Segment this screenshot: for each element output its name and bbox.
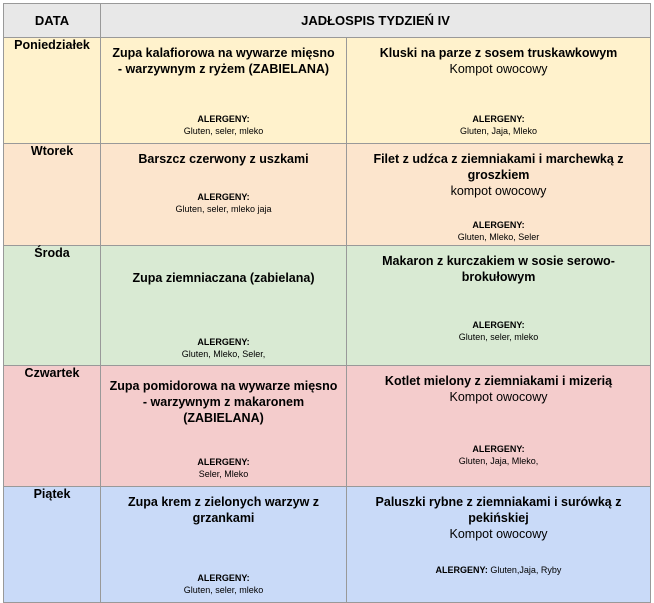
allergen-list: Gluten,Jaja, Ryby (490, 565, 562, 575)
main-course-drink: Kompot owocowy (449, 62, 548, 76)
day-row-friday (4, 487, 651, 603)
soup-cell (101, 144, 347, 246)
day-label: Czwartek (4, 366, 101, 487)
main-course-cell (347, 38, 651, 144)
main-course-allergens (347, 113, 650, 137)
date-column-header: DATA (4, 4, 101, 38)
allergen-label: ALERGENY: (197, 573, 250, 583)
allergen-label: ALERGENY: (472, 444, 525, 454)
day-row-tuesday (4, 144, 651, 246)
day-label: Piątek (4, 487, 101, 603)
day-row-wednesday (4, 246, 651, 366)
soup-title: Zupa kalafiorowa na wywarze mięsno - warzywnym z ryżem (ZABIELANA) (112, 46, 335, 76)
allergen-label: ALERGENY: (197, 192, 250, 202)
allergen-list: Seler, Mleko (198, 469, 249, 479)
menu-title: JADŁOSPIS TYDZIEŃ IV (101, 4, 651, 38)
soup-allergens (101, 456, 346, 480)
allergen-label: ALERGENY: (197, 337, 250, 347)
day-row-thursday (4, 366, 651, 487)
soup-cell (101, 38, 347, 144)
main-course-cell (347, 144, 651, 246)
soup-title: Zupa krem z zielonych warzyw z grzankami (127, 495, 320, 525)
allergen-list: Gluten, Mleko, Seler, (181, 349, 266, 359)
allergen-label: ALERGENY: (472, 320, 525, 330)
main-course-title: Filet z udźca z ziemniakami i marchewką z groszkiem (373, 152, 624, 182)
soup-cell (101, 487, 347, 603)
main-course-title: Makaron z kurczakiem w sosie serowo-brokułowym (382, 254, 615, 284)
soup-title: Barszcz czerwony z uszkami (138, 152, 309, 166)
main-course-allergens (347, 564, 650, 576)
soup-allergens (101, 113, 346, 137)
allergen-list: Gluten, Jaja, Mleko (459, 126, 538, 136)
allergen-label: ALERGENY: (197, 114, 250, 124)
main-course-allergens (347, 319, 650, 343)
allergen-list: Gluten, seler, mleko (183, 126, 264, 136)
main-course-drink: Kompot owocowy (449, 390, 548, 404)
allergen-label: ALERGENY: (435, 565, 491, 575)
main-course-title: Kluski na parze z sosem truskawkowym (379, 46, 618, 60)
day-label: Poniedziałek (4, 38, 101, 144)
main-course-title: Paluszki rybne z ziemniakami i surówką z pekińskiej (375, 495, 622, 525)
main-course-cell (347, 366, 651, 487)
soup-title: Zupa ziemniaczana (zabielana) (132, 271, 315, 285)
allergen-list: Gluten, seler, mleko (183, 585, 264, 595)
soup-title: Zupa pomidorowa na wywarze mięsno - warzywnym z makaronem (ZABIELANA) (109, 379, 338, 425)
allergen-label: ALERGENY: (472, 114, 525, 124)
day-row-monday (4, 38, 651, 144)
main-course-drink: Kompot owocowy (449, 527, 548, 541)
main-course-title: Kotlet mielony z ziemniakami i mizerią (384, 374, 613, 388)
soup-cell (101, 366, 347, 487)
header-row (4, 4, 651, 38)
soup-allergens (101, 572, 346, 596)
soup-cell (101, 246, 347, 366)
allergen-list: Gluten, seler, mleko jaja (175, 204, 272, 214)
soup-allergens (101, 336, 346, 360)
main-course-cell (347, 487, 651, 603)
allergen-label: ALERGENY: (197, 457, 250, 467)
day-label: Wtorek (4, 144, 101, 246)
allergen-list: Gluten, Mleko, Seler (457, 232, 540, 242)
allergen-label: ALERGENY: (472, 220, 525, 230)
main-course-allergens (347, 219, 650, 243)
main-course-drink: kompot owocowy (450, 184, 547, 198)
soup-allergens (101, 191, 346, 215)
allergen-list: Gluten, Jaja, Mleko, (458, 456, 539, 466)
menu-table (3, 3, 651, 603)
allergen-list: Gluten, seler, mleko (458, 332, 539, 342)
main-course-allergens (347, 443, 650, 467)
day-label: Środa (4, 246, 101, 366)
main-course-cell (347, 246, 651, 366)
